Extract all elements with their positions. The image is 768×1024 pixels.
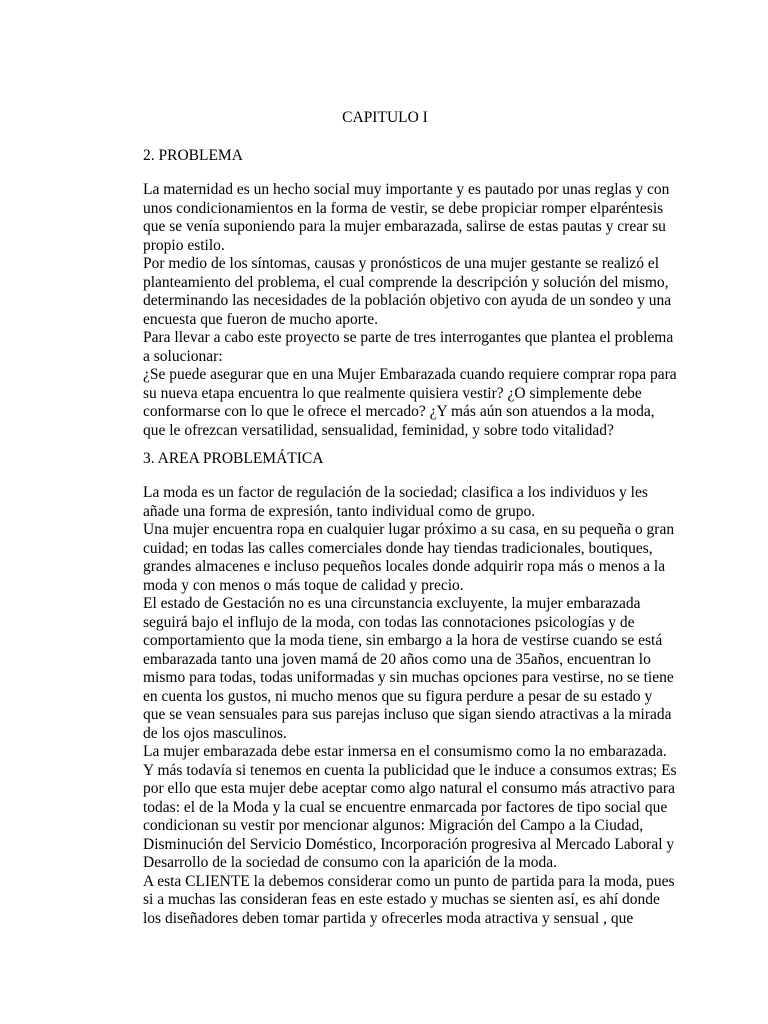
chapter-title: CAPITULO I [342,109,428,126]
body-line: que se venía suponiendo para la mujer embarazada, salirse de estas pautas y crear su [143,218,666,235]
body-line: Desarrollo de la sociedad de consumo con la aparición de la moda. [143,854,558,871]
body-line: ¿Se puede asegurar que en una Mujer Embarazada cuando requiere comprar ropa para [143,366,677,383]
body-line: La maternidad es un hecho social muy importante y es pautado por unas reglas y con [143,181,670,198]
body-line: Una mujer encuentra ropa en cualquier lugar próximo a su casa, en su pequeña o gran [143,521,675,538]
body-line: que se vean sensuales para sus parejas incluso que sigan siendo atractivas a la mirada [143,706,672,723]
body-line: embarazada tanto una joven mamá de 20 años como una de 35años, encuentran lo [143,650,651,668]
body-line: La moda es un factor de regulación de la sociedad; clasifica a los individuos y les [143,484,648,501]
body-line: determinando las necesidades de la población objetivo con ayuda de un sondeo y una [143,292,672,309]
body-line: Por medio de los síntomas, causas y pronósticos de una mujer gestante se realizó el [143,255,660,272]
body-line: moda y con menos o más toque de calidad y precio. [143,576,464,594]
body-line: por ello que esta mujer debe aceptar como algo natural el consumo más atractivo para [143,780,675,797]
body-line: Disminución del Servicio Doméstico, Incorporación progresiva al Mercado Laboral y [143,835,675,853]
section-heading-area-problematica: 3. AREA PROBLEMÁTICA [143,450,324,467]
body-line: su nueva etapa encuentra lo que realmente quisiera vestir? ¿O simplemente debe [143,384,642,402]
body-line: si a muchas las consideran feas en este estado y muchas se sienten así, es ahí donde [143,891,660,908]
body-line: cuidad; en todas las calles comerciales donde hay tiendas tradicionales, boutiques, [143,539,653,557]
section-body-problema [143,181,743,440]
body-line: El estado de Gestación no es una circunstancia excluyente, la mujer embarazada [143,595,641,612]
body-line: condicionan su vestir por mencionar algunos: Migración del Campo a la Ciudad, [143,817,644,834]
body-line: añade una forma de expresión, tanto individual como de grupo. [143,502,536,520]
body-line: mismo para todas, todas uniformadas y sin muchas opciones para vestirse, no se tiene [143,669,674,686]
body-line: comportamiento que la moda tiene, sin embargo a la hora de vestirse cuando se está [143,632,663,649]
body-line: La mujer embarazada debe estar inmersa en el consumismo como la no embarazada. [143,743,667,760]
body-line: planteamiento del problema, el cual comprende la descripción y solución del mismo, [143,273,669,291]
body-line: en cuenta los gustos, ni mucho menos que su figura perdure a pesar de su estado y [143,687,653,705]
body-line: A esta CLIENTE la debemos considerar como un punto de partida para la moda, pues [143,872,675,890]
body-line: que le ofrezcan versatilidad, sensualidad, feminidad, y sobre todo vitalidad? [143,421,614,439]
section-body-area-problematica [143,484,743,928]
section-heading-problema: 2. PROBLEMA [143,147,243,164]
body-line: encuesta que fueron de mucho aporte. [143,310,378,328]
body-line: unos condicionamientos en la forma de vestir, se debe propiciar romper elparéntesis [143,199,664,217]
body-line: conformarse con lo que le ofrece el mercado? ¿Y más aún son atuendos a la moda, [143,403,655,420]
body-line: Para llevar a cabo este proyecto se parte de tres interrogantes que plantea el problema [143,329,674,346]
body-line: de los ojos masculinos. [143,724,287,742]
body-line: a solucionar: [143,347,223,365]
body-line: propio estilo. [143,236,225,254]
body-line: seguirá bajo el influjo de la moda, con todas las connotaciones psicologías y de [143,613,635,631]
body-line: grandes almacenes e incluso pequeños locales donde adquirir ropa más o menos a la [143,558,666,575]
body-line: todas: el de la Moda y la cual se encuentre enmarcada por factores de tipo social que [143,798,668,816]
body-line: los diseñadores deben tomar partida y ofrecerles moda atractiva y sensual , que [143,909,634,927]
body-line: Y más todavía si tenemos en cuenta la publicidad que le induce a consumos extras; Es [143,761,677,779]
